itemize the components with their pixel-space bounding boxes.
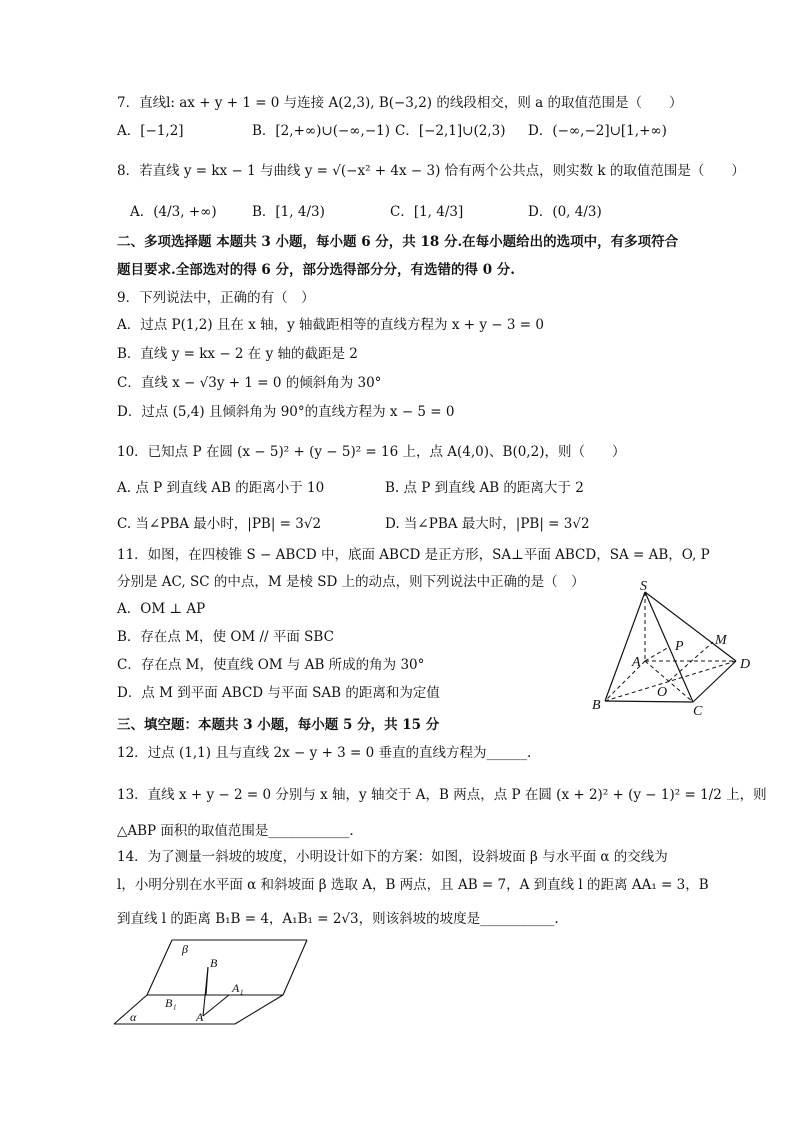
q8-stem: 8．若直线 y = kx − 1 与曲线 y = √(−x² + 4x − 3) 恰有两个公共点，则实数 k 的取值范围是（ ） <box>117 163 745 179</box>
label-a1: A₁ <box>232 981 244 995</box>
edge-sc <box>645 592 693 702</box>
label-b1: B₁ <box>165 996 177 1010</box>
label-beta: β <box>182 942 188 956</box>
edge-bc <box>605 701 693 702</box>
seg-ap <box>645 647 669 661</box>
q7-stem: 7．直线l: ax + y + 1 = 0 与连接 A(2,3), B(−3,2) 的线段相交，则 a 的取值范围是（ ） <box>117 95 683 111</box>
q11-option-a: A．OM ⊥ AP <box>117 601 206 617</box>
label-m: M <box>715 633 727 648</box>
q7-option-b: B．[2,+∞)∪(−∞,−1) <box>252 123 390 139</box>
q9-option-a: A．过点 P(1,2) 且在 x 轴，y 轴截距相等的直线方程为 x + y − 3 = 0 <box>117 317 544 333</box>
label-a: A <box>196 1010 204 1024</box>
label-d: D <box>740 657 751 672</box>
q9-option-b: B．直线 y = kx − 2 在 y 轴的截距是 2 <box>117 346 358 362</box>
q9-option-d: D．过点 (5,4) 且倾斜角为 90°的直线方程为 x − 5 = 0 <box>117 404 455 420</box>
label-p: P <box>675 639 684 654</box>
plane-beta-left <box>147 940 172 995</box>
q8-option-a: A．(4/3, +∞) <box>130 204 217 220</box>
label-b: B <box>592 698 601 713</box>
section-2-heading-cont: 题目要求.全部选对的得 6 分，部分选得部分分，有选错的得 0 分. <box>117 262 515 278</box>
q12-stem: 12．过点 (1,1) 且与直线 2x − y + 3 = 0 垂直的直线方程为______. <box>117 745 532 761</box>
slope-figure <box>110 932 325 1030</box>
q7-option-c: C．[−2,1]∪(2,3) <box>395 123 506 139</box>
q11-option-d: D．点 M 到平面 ABCD 与平面 SAB 的距离和为定值 <box>117 685 440 701</box>
q8-option-c: C．[1, 4/3] <box>390 204 464 220</box>
q9-stem: 9．下列说法中，正确的有（ ） <box>117 290 315 306</box>
edge-sb <box>605 592 645 701</box>
q11-option-c: C．存在点 M，使直线 OM 与 AB 所成的角为 30° <box>117 657 425 673</box>
seg-aa1 <box>203 995 229 1016</box>
q9-option-c: C．直线 x − √3y + 1 = 0 的倾斜角为 30° <box>117 375 382 391</box>
q10-option-d: D. 当∠PBA 最大时，|PB| = 3√2 <box>385 516 590 532</box>
q10-option-b: B. 点 P 到直线 AB 的距离大于 2 <box>385 480 584 496</box>
q8-option-b: B．[1, 4/3) <box>252 204 325 220</box>
section-2-heading: 二、多项选择题 本题共 3 小题，每小题 6 分，共 18 分.在每小题给出的选项中，有多项符合 <box>117 234 679 250</box>
q13-stem: 13．直线 x + y − 2 = 0 分别与 x 轴，y 轴交于 A，B 两点，点 P 在圆 (x + 2)² + (y − 1)² = 1/2 上，则 <box>117 787 767 803</box>
label-o: O <box>657 685 668 700</box>
q11-stem: 11．如图，在四棱锥 S − ABCD 中，底面 ABCD 是正方形，SA⊥平面 ABCD，SA = AB，O, P <box>117 547 710 563</box>
q14-stem-cont-2: 到直线 l 的距离 B₁B = 4，A₁B₁ = 2√3，则该斜坡的坡度是___________. <box>117 911 559 927</box>
q10-option-a: A. 点 P 到直线 AB 的距离小于 10 <box>117 480 325 496</box>
label-alpha: α <box>130 1010 137 1024</box>
label-b: B <box>210 956 218 970</box>
label-a: A <box>632 655 641 670</box>
seg-ab <box>203 967 208 1016</box>
section-3-heading: 三、填空题：本题共 3 小题，每小题 5 分，共 15 分 <box>117 717 440 733</box>
q14-stem-cont: l，小明分别在水平面 α 和斜坡面 β 选取 A，B 两点，且 AB = 7，A 到直线 l 的距离 AA₁ = 3，B <box>117 877 709 893</box>
plane-beta-right <box>283 940 307 995</box>
q10-option-c: C. 当∠PBA 最小时，|PB| = 3√2 <box>117 516 322 532</box>
q11-stem-cont: 分别是 AC, SC 的中点，M 是棱 SD 上的动点，则下列说法中正确的是（ ） <box>117 574 585 590</box>
q7-option-a: A．[−1,2] <box>117 123 184 139</box>
q8-option-d: D．(0, 4/3) <box>528 204 602 220</box>
q14-stem: 14．为了测量一斜坡的坡度，小明设计如下的方案：如图，设斜坡面 β 与水平面 α 的交线为 <box>117 849 668 865</box>
q11-option-b: B．存在点 M，使 OM // 平面 SBC <box>117 629 334 645</box>
edge-sd <box>645 592 736 661</box>
q10-stem: 10．已知点 P 在圆 (x − 5)² + (y − 5)² = 16 上，点 A(4,0)、B(0,2)，则（ ） <box>117 444 626 460</box>
q7-option-d: D．(−∞,−2]∪[1,+∞) <box>528 123 667 139</box>
q13-stem-cont: △ABP 面积的取值范围是____________. <box>117 823 354 839</box>
pyramid-figure <box>585 578 760 718</box>
label-c: C <box>693 704 703 718</box>
label-s: S <box>640 579 647 594</box>
